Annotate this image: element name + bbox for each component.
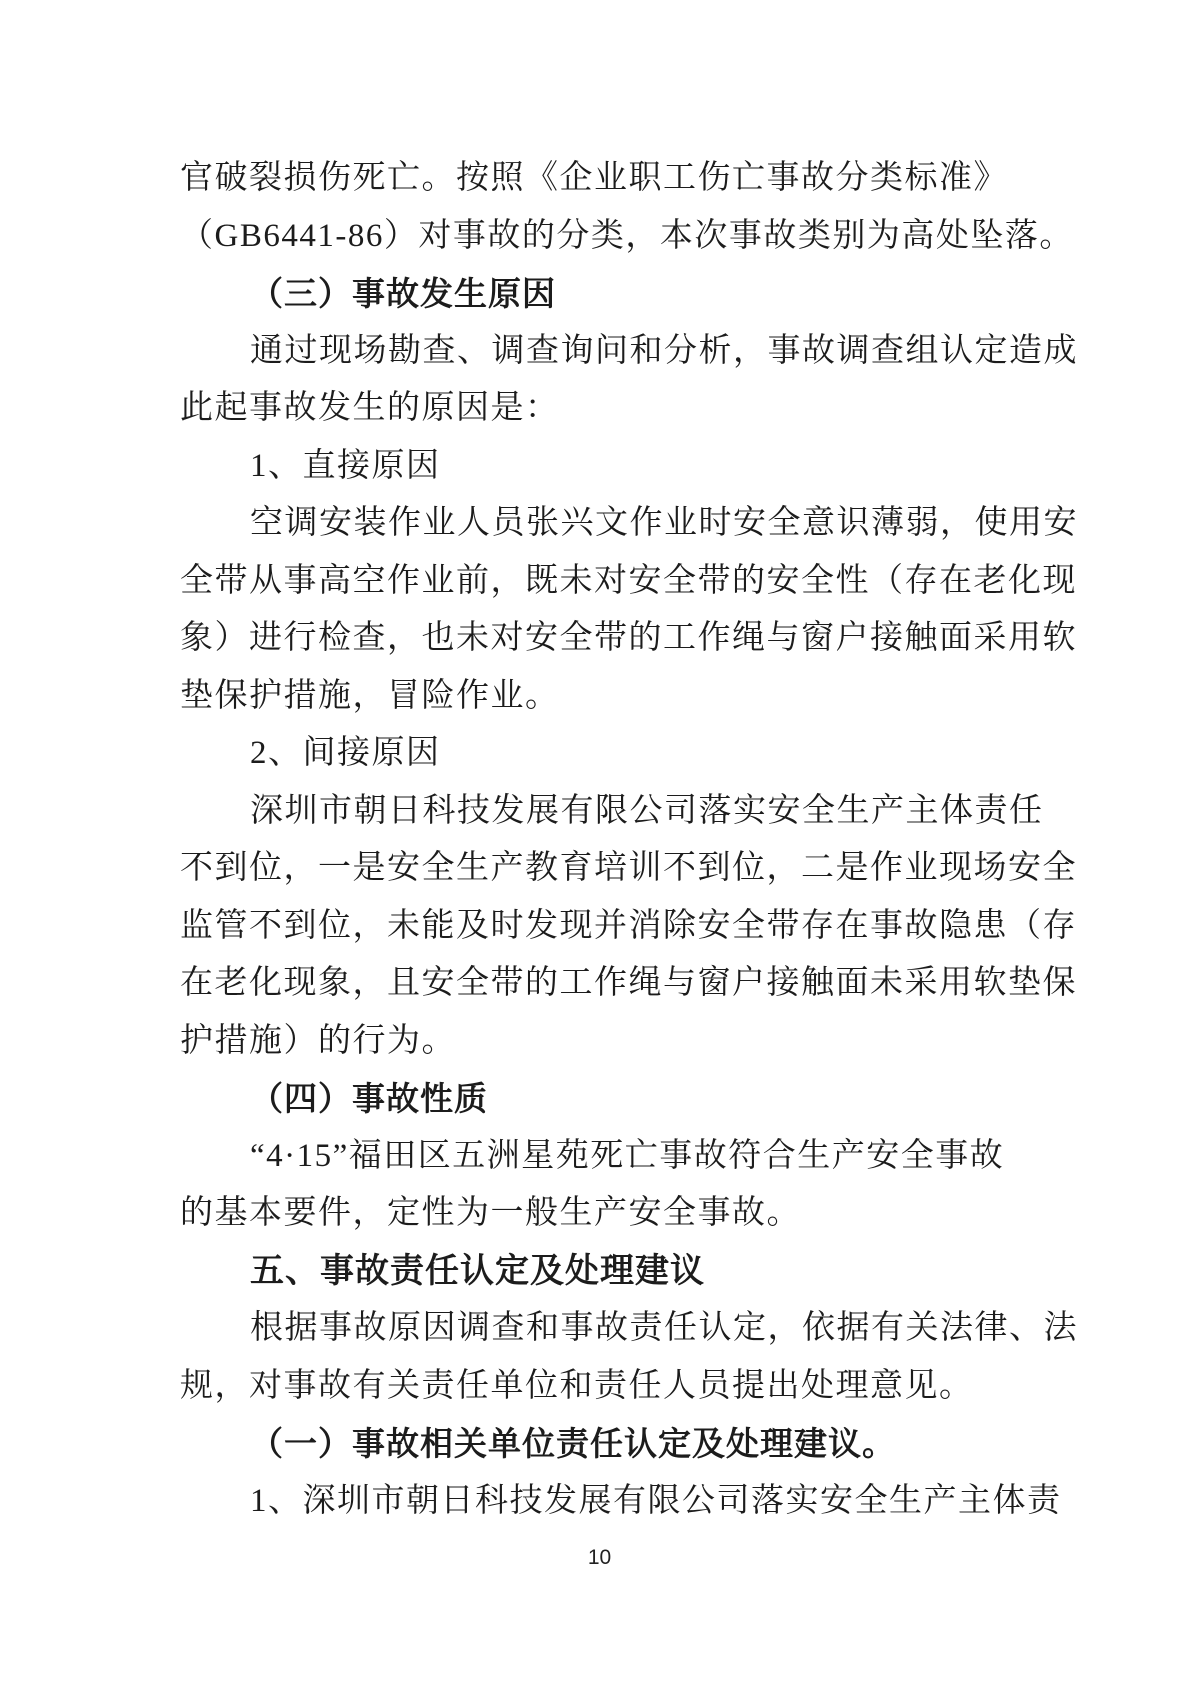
section-heading: （三）事故发生原因	[250, 275, 556, 312]
section-heading: （四）事故性质	[250, 1080, 488, 1117]
document-text	[180, 150, 1078, 1530]
body-text-line: 规，对事故有关责任单位和责任人员提出处理意见。	[180, 1367, 974, 1404]
body-text-line: 监管不到位，未能及时发现并消除安全带存在事故隐患（存	[180, 907, 1077, 944]
body-text-line: 2、间接原因	[250, 735, 441, 771]
body-text-line: 垫保护措施，冒险作业。	[180, 677, 560, 714]
body-text-line: 象）进行检查，也未对安全带的工作绳与窗户接触面采用软	[180, 620, 1077, 656]
body-text-line: 1、直接原因	[250, 447, 441, 484]
body-text-line: 全带从事高空作业前，既未对安全带的安全性（存在老化现	[180, 562, 1077, 599]
body-text-line: 深圳市朝日科技发展有限公司落实安全生产主体责任	[250, 792, 1044, 829]
body-text-line: 根据事故原因调查和事故责任认定，依据有关法律、法	[250, 1310, 1078, 1346]
body-text-line: 不到位，一是安全生产教育培训不到位，二是作业现场安全	[180, 850, 1077, 886]
body-text-line: 此起事故发生的原因是：	[180, 390, 560, 426]
body-text-line: 在老化现象，且安全带的工作绳与窗户接触面未采用软垫保	[180, 965, 1077, 1001]
body-text-line: 护措施）的行为。	[180, 1022, 456, 1059]
page-number: 10	[587, 1546, 612, 1569]
body-text-line: 1、深圳市朝日科技发展有限公司落实安全生产主体责	[250, 1482, 1062, 1519]
body-text-line: （GB6441-86）对事故的分类，本次事故类别为高处坠落。	[180, 217, 1074, 254]
body-text-line: 通过现场勘查、调查询问和分析，事故调查组认定造成	[250, 332, 1078, 369]
body-text-line: “4·15”福田区五洲星苑死亡事故符合生产安全事故	[250, 1137, 1005, 1174]
body-text-line: 官破裂损伤死亡。按照《企业职工伤亡事故分类标准》	[180, 160, 1008, 196]
section-heading: （一）事故相关单位责任认定及处理建议。	[250, 1425, 896, 1462]
section-heading-major: 五、事故责任认定及处理建议	[250, 1251, 705, 1290]
body-text-line: 的基本要件，定性为一般生产安全事故。	[180, 1195, 801, 1231]
body-text-line: 空调安装作业人员张兴文作业时安全意识薄弱，使用安	[250, 505, 1078, 541]
